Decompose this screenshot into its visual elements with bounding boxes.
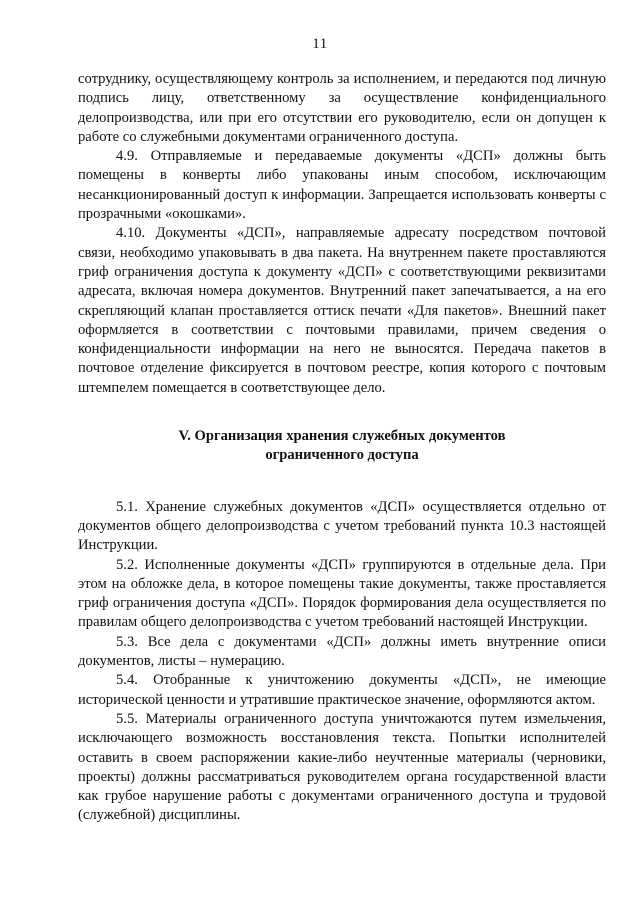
paragraph-continuation: сотруднику, осуществляющему контроль за исполнением, и передаются под личную подпись лицу, ответственному за осуществление конфиденциального делопроизводства, или при его отсутствии его руководителю, если он допущен к работе со служебными документами ограниченного доступа. <box>78 71 606 145</box>
paragraph-4-9: 4.9. Отправляемые и передаваемые документы «ДСП» должны быть помещены в конверты либо упакованы иным способом, исключающим несанкционированный доступ к информации. Запрещается использовать конверты с прозрачными «окошками». <box>78 148 606 223</box>
paragraph-5-1: 5.1. Хранение служебных документов «ДСП» осуществляется отдельно от документов общего делопроизводства с учетом требований пункта 10.3 настоящей Инструкции. <box>78 498 606 554</box>
paragraph-5-4: 5.4. Отобранные к уничтожению документы «ДСП», не имеющие исторической ценности и утратившие практическое значение, оформляются актом. <box>78 672 606 708</box>
paragraph-5-5: 5.5. Материалы ограниченного доступа уничтожаются путем измельчения, исключающего возможность восстановления текста. Попытки исполнителей оставить в своем распоряжении какие-либо неучтенные материалы (черновики, проекты) должны рассматриваться руководителем органа государственной власти как грубое нарушение работы с документами ограниченного доступа и трудовой (служебной) дисциплины. <box>78 710 606 824</box>
document-body <box>78 70 606 826</box>
page-number: 11 <box>312 36 328 52</box>
paragraph-4-10: 4.10. Документы «ДСП», направляемые адресату посредством почтовой связи, необходимо упаковывать в два пакета. На внутреннем пакете проставляются гриф ограничения доступа к документу «ДСП» с соответствующими реквизитами адресата, включая номера документов. Внутренний пакет запечатывается, а на его скрепляющий клапан проставляется оттиск печати «Для пакетов». Внешний пакет оформляется в соответствии с почтовыми правилами, причем сведения о конфиденциальности информации на него не выносятся. Передача пакетов в почтовое отделение фиксируется в почтовом реестре, копия которого с почтовым штемпелем помещается в соответствующее дело. <box>78 225 606 396</box>
paragraph-5-2: 5.2. Исполненные документы «ДСП» группируются в отдельные дела. При этом на обложке дела, в которое помещены такие документы, также проставляется гриф ограничения доступа «ДСП». Порядок формирования дела осуществляется по правилам общего делопроизводства с учетом требований настоящей Инструкции. <box>78 556 606 631</box>
spacer <box>78 466 606 498</box>
spacer <box>78 398 606 427</box>
section-title-line-2: ограниченного доступа <box>265 447 419 464</box>
section-title-line-1: V. Организация хранения служебных документов <box>178 428 506 445</box>
paragraph-5-3: 5.3. Все дела с документами «ДСП» должны иметь внутренние описи документов, листы – нумерацию. <box>78 633 606 670</box>
